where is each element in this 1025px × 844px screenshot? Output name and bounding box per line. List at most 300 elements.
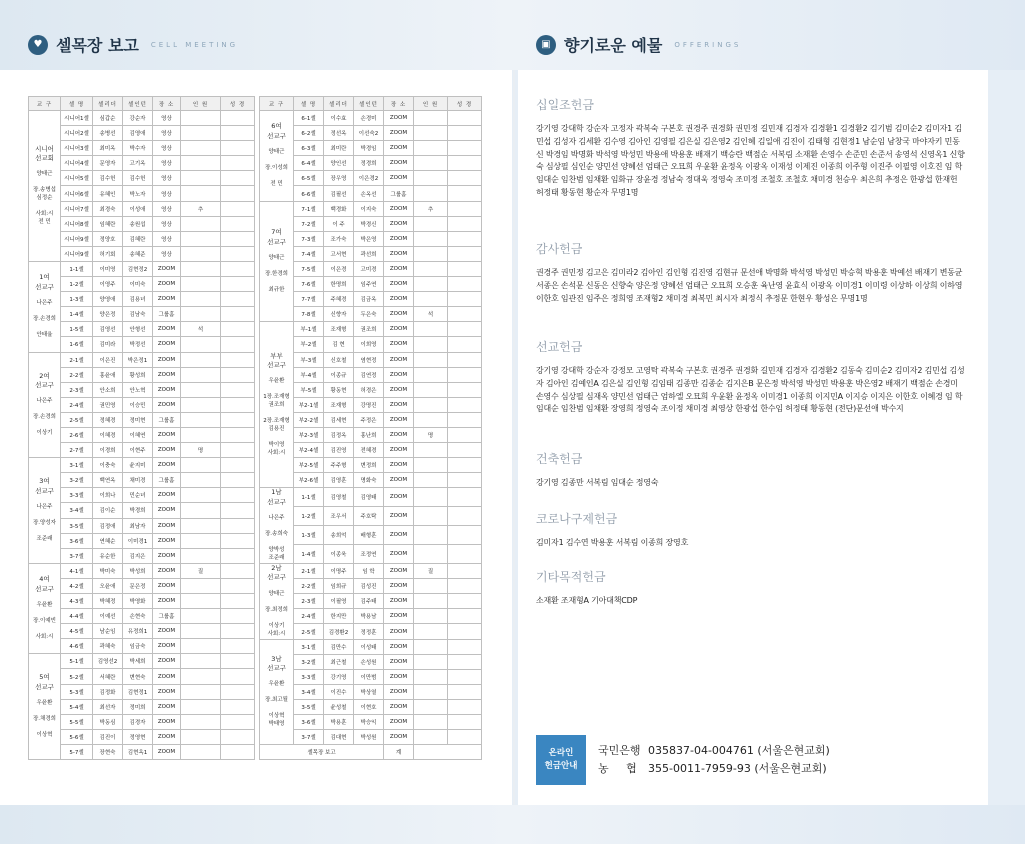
table-cell [181, 458, 221, 473]
table-row [29, 488, 255, 503]
table-cell: 5-1셀 [61, 654, 93, 669]
table-cell: 임희규 [324, 579, 354, 594]
table-cell: ZOOM [384, 156, 414, 171]
district-cell [260, 488, 294, 564]
table-cell: 장현숙 [93, 744, 123, 759]
table-cell [221, 503, 255, 518]
table-cell: 임주연 [354, 277, 384, 292]
table-cell: 김필선 [324, 186, 354, 201]
district-line: 최규한 [268, 286, 285, 293]
col-header: 교 구 [29, 97, 61, 111]
table-row [29, 111, 255, 126]
table-row [29, 397, 255, 412]
table-cell: 4-2셀 [61, 578, 93, 593]
district-line [29, 724, 60, 732]
district-line: 선교구 [35, 682, 54, 691]
bank-account-row [598, 742, 830, 760]
table-cell: 시니어4셀 [61, 156, 93, 171]
table-row [29, 669, 255, 684]
district-line: 사회:시 [35, 633, 54, 640]
table-cell: 1-3셀 [61, 292, 93, 307]
online-giving-info [536, 735, 830, 785]
table-row [29, 307, 255, 322]
table-cell: 김용녀 [123, 292, 153, 307]
table-row [260, 261, 482, 276]
table-cell [414, 699, 448, 714]
table-cell: 양은정 [93, 307, 123, 322]
table-row [260, 397, 482, 412]
district-line [29, 594, 60, 602]
table-cell: 박혜정 [93, 594, 123, 609]
table-cell: 박승익 [354, 715, 384, 730]
district-line: 장.최정희 [264, 606, 288, 613]
offering-names: 강기영 강대학 강순자 고정자 곽복숙 구본호 권경주 권경화 권민정 길민재 김경자 김경환1 김경환2 김기범 김미순2 김미자1 김민섭 김성자 김세환 김수영 김아인 김영필 김은실 김은영2 김인혜 김일애 김진이 김태형 김현정1 남순임 남창국 마야자키 민동신 박경임 박명화 박석영 박성민 박용애 박용훈 배재기 백승란 백점순 서복림 소재환 손영수 손준민 손준서 송영석 신영옥1 신향숙 심상필 심인순 양민선 양혜선 엄태근 오묘희 우윤환 윤정옥 이광옥 이재성 이제진 이종희 이주형 이진주 이필영 이호진 임 학 임대순 임찬범 임채환 임화규 장윤경 정남숙 정대욱 정영숙 조미정 조철호 조철호 채미경 천승우 최은희 추정은 한광섭 한재헌 허정태 황동현 황순자 무명1명 [536, 124, 965, 197]
table-cell: 강순자 [123, 111, 153, 126]
table-row [29, 714, 255, 729]
cell-meeting-subtitle: CELL MEETING [150, 40, 239, 49]
table-row [260, 545, 482, 564]
table-cell: 조가숙 [324, 231, 354, 246]
table-cell: 명 [414, 427, 448, 442]
table-cell: 김영선 [93, 322, 123, 337]
table-row [29, 533, 255, 548]
table-cell: 5-6셀 [61, 729, 93, 744]
table-cell [414, 579, 448, 594]
district-line: 2장.조재형 [263, 418, 290, 425]
table-cell: 김영선2 [93, 654, 123, 669]
table-cell: ZOOM [384, 594, 414, 609]
table-cell: 정혜경 [93, 412, 123, 427]
table-cell: 박성원 [354, 730, 384, 745]
table-cell: 박상열 [354, 684, 384, 699]
table-cell: ZOOM [153, 744, 181, 759]
bank-account-row [598, 760, 830, 778]
table-row [29, 126, 255, 141]
table-cell: 안노혁 [123, 382, 153, 397]
table-cell: 윤성철 [324, 699, 354, 714]
table-cell: 주주형 [324, 458, 354, 473]
table-cell: 이영주 [93, 277, 123, 292]
table-cell: 김미라 [93, 337, 123, 352]
table-row [29, 186, 255, 201]
table-cell: 박경임 [354, 141, 384, 156]
table-row [260, 730, 482, 745]
table-cell: 최근철 [324, 654, 354, 669]
table-cell [181, 186, 221, 201]
table-cell: 부-1셀 [294, 322, 324, 337]
table-cell [181, 292, 221, 307]
table-cell [448, 715, 482, 730]
table-cell: 김경환2 [324, 624, 354, 639]
col-header: 셀인턴 [123, 97, 153, 111]
district-line [260, 279, 293, 287]
offering-title: 감사헌금 [536, 242, 583, 256]
table-cell: ZOOM [153, 533, 181, 548]
table-cell [221, 261, 255, 276]
offerings-header [536, 33, 741, 56]
table-cell: 박수자 [123, 141, 153, 156]
table-row [260, 277, 482, 292]
table-cell: 김영훈 [324, 473, 354, 488]
cell-table-left [28, 96, 255, 760]
table-cell: 주정은 [354, 412, 384, 427]
offering-section-thanks [536, 240, 966, 305]
col-header: 교 구 [260, 97, 294, 111]
table-cell [414, 594, 448, 609]
table-cell: 1-2셀 [61, 277, 93, 292]
table-cell: 이희나 [93, 488, 123, 503]
table-cell: 김혜란 [123, 231, 153, 246]
table-cell [448, 352, 482, 367]
table-row [29, 458, 255, 473]
table-cell [221, 533, 255, 548]
table-row [29, 609, 255, 624]
table-cell: 신향자 [324, 307, 354, 322]
district-cell [260, 111, 294, 202]
table-cell: ZOOM [384, 246, 414, 261]
table-cell: 7-2셀 [294, 216, 324, 231]
district-line [29, 610, 60, 618]
district-line: 3남 [271, 654, 282, 663]
district-line: 1여 [39, 273, 50, 282]
table-cell: 2-2셀 [61, 367, 93, 382]
table-cell: ZOOM [384, 261, 414, 276]
table-cell [448, 579, 482, 594]
table-cell: 최미란 [324, 141, 354, 156]
district-line [29, 292, 60, 300]
table-cell: 조우서 [324, 507, 354, 526]
table-cell: 영상 [153, 186, 181, 201]
table-cell: 손성원 [354, 654, 384, 669]
district-cell [260, 563, 294, 639]
table-cell: 6-3셀 [294, 141, 324, 156]
table-cell [221, 548, 255, 563]
table-row [29, 624, 255, 639]
table-cell: 시니어1셀 [61, 111, 93, 126]
table-cell [181, 352, 221, 367]
district-line [29, 528, 60, 536]
table-cell [414, 669, 448, 684]
table-cell [221, 578, 255, 593]
table-cell: ZOOM [384, 337, 414, 352]
table-cell: 이진수 [324, 684, 354, 699]
district-line: 이상기 [268, 622, 285, 629]
district-cell [29, 458, 61, 564]
table-cell: 정정훈 [354, 624, 384, 639]
table-cell: 안형선 [123, 322, 153, 337]
district-line: 장.손경희 [32, 414, 56, 421]
table-cell: ZOOM [153, 382, 181, 397]
table-cell: 고서현 [324, 246, 354, 261]
district-line: 나은주 [268, 515, 285, 522]
table-cell [448, 563, 482, 578]
district-line: 사회:시 [267, 630, 286, 637]
table-cell [181, 609, 221, 624]
table-cell: 이지숙 [354, 201, 384, 216]
table-row [260, 458, 482, 473]
table-cell: 부2-2셀 [294, 412, 324, 427]
district-line: 장.한경희 [264, 270, 288, 277]
table-cell: 6-4셀 [294, 156, 324, 171]
table-cell [221, 594, 255, 609]
table-cell [181, 246, 221, 261]
table-cell: 김경자 [123, 714, 153, 729]
table-cell: 김대현 [324, 730, 354, 745]
table-cell [448, 594, 482, 609]
table-cell [181, 261, 221, 276]
table-row [260, 171, 482, 186]
table-cell: ZOOM [384, 126, 414, 141]
district-line: 장.송희숙 [264, 531, 288, 538]
table-cell: 질 [181, 563, 221, 578]
table-cell [181, 141, 221, 156]
table-cell: 시니어8셀 [61, 216, 93, 231]
table-cell [221, 473, 255, 488]
table-cell: 박은정1 [123, 352, 153, 367]
district-line: 전 민 [270, 181, 283, 188]
col-header: 장 소 [153, 97, 181, 111]
table-cell: 3-5셀 [61, 518, 93, 533]
table-cell: ZOOM [384, 111, 414, 126]
district-line: 2남 [271, 563, 282, 572]
badge-line: 헌금안내 [544, 761, 578, 771]
district-line: 2여 [39, 371, 50, 380]
district-cell [260, 639, 294, 745]
district-line: 양태근 [36, 171, 53, 178]
district-line: 선교구 [35, 486, 54, 495]
table-cell: 변정희 [354, 458, 384, 473]
table-cell: 부2-4셀 [294, 443, 324, 458]
district-line: 전 민 [38, 219, 51, 226]
table-cell [221, 216, 255, 231]
table-cell: 안소희 [93, 382, 123, 397]
table-cell [181, 216, 221, 231]
table-cell: 2-2셀 [294, 579, 324, 594]
table-row [260, 507, 482, 526]
table-cell: 시니어9셀 [61, 231, 93, 246]
district-line: 조준래 [268, 555, 285, 561]
totals-count-label: 계 [384, 745, 414, 760]
table-cell: 곽선희 [354, 246, 384, 261]
table-cell [414, 684, 448, 699]
table-cell: 이은진 [93, 352, 123, 367]
table-cell: 박정선 [123, 337, 153, 352]
page-divider [513, 70, 515, 805]
table-cell: 정경희 [354, 156, 384, 171]
table-cell [414, 171, 448, 186]
table-cell: ZOOM [384, 699, 414, 714]
district-line: 우윤환 [268, 378, 285, 385]
table-cell: 시니어2셀 [61, 126, 93, 141]
table-cell [414, 654, 448, 669]
table-cell: 박세희 [123, 654, 153, 669]
table-cell: 7-5셀 [294, 261, 324, 276]
table-cell [221, 322, 255, 337]
table-cell: ZOOM [384, 715, 414, 730]
table-cell: 배형훈 [354, 526, 384, 545]
district-line [29, 496, 60, 504]
table-cell [448, 507, 482, 526]
table-cell: 김영철 [324, 488, 354, 507]
table-cell: ZOOM [384, 526, 414, 545]
table-row [29, 684, 255, 699]
table-cell: ZOOM [153, 563, 181, 578]
district-line: 장.양성자 [32, 519, 56, 526]
bank-name: 국민은행 [598, 744, 641, 758]
table-cell: 2-1셀 [294, 563, 324, 578]
table-cell: ZOOM [384, 473, 414, 488]
table-cell: 주호탁 [354, 507, 384, 526]
district-line [29, 324, 60, 332]
table-cell: 김연정 [354, 367, 384, 382]
table-row [260, 412, 482, 427]
table-cell: ZOOM [384, 443, 414, 458]
table-cell [181, 669, 221, 684]
table-row [29, 201, 255, 216]
table-cell: 이현호 [354, 699, 384, 714]
table-cell: 홍난희 [354, 427, 384, 442]
table-cell: 2-4셀 [61, 397, 93, 412]
table-cell [221, 654, 255, 669]
table-cell: 이필영 [324, 594, 354, 609]
table-cell [448, 443, 482, 458]
table-cell: 민순녀 [123, 488, 153, 503]
offering-names: 김미자1 김수연 박용훈 서복림 이종희 장영호 [536, 538, 689, 547]
table-cell [221, 488, 255, 503]
table-row [29, 141, 255, 156]
table-cell: 추 [414, 201, 448, 216]
table-cell: ZOOM [384, 669, 414, 684]
cell-meeting-title: 셀목장 보고 [56, 36, 139, 55]
table-cell: ZOOM [153, 548, 181, 563]
table-cell: 손옥선 [354, 186, 384, 201]
table-row [29, 639, 255, 654]
table-cell [448, 730, 482, 745]
table-row [260, 526, 482, 545]
table-cell: ZOOM [384, 216, 414, 231]
table-cell: ZOOM [153, 639, 181, 654]
table-cell: 유혜인 [93, 186, 123, 201]
table-row [29, 744, 255, 759]
table-cell: 1-2셀 [294, 507, 324, 526]
table-cell: 이선숙2 [354, 126, 384, 141]
table-cell: 7-7셀 [294, 292, 324, 307]
account-number: 355-0011-7959-93 (서울은현교회) [648, 762, 827, 775]
table-cell [181, 277, 221, 292]
table-cell [448, 684, 482, 699]
table-row [260, 322, 482, 337]
table-cell: 고미경 [354, 261, 384, 276]
table-cell [448, 216, 482, 231]
table-cell: 손현숙 [123, 609, 153, 624]
table-cell [221, 729, 255, 744]
table-cell [414, 715, 448, 730]
district-line: 1장.조재형 [263, 394, 290, 401]
district-line: 장.최고될 [264, 697, 288, 704]
table-row [260, 337, 482, 352]
district-line: 사회:시 [267, 450, 286, 457]
table-cell: 석 [181, 322, 221, 337]
table-cell: 한명희 [324, 277, 354, 292]
table-cell [181, 684, 221, 699]
table-row [260, 594, 482, 609]
district-line: 장.이예빈 [32, 618, 56, 625]
district-line [260, 157, 293, 165]
table-cell [181, 367, 221, 382]
badge-line: 온라인 [548, 748, 574, 759]
district-line: 김용진 [268, 426, 285, 433]
district-line: 선교구 [267, 361, 286, 369]
table-cell: ZOOM [153, 684, 181, 699]
table-cell: 2-5셀 [61, 412, 93, 427]
district-line: 심정순 [36, 195, 53, 202]
table-row [29, 337, 255, 352]
table-cell: ZOOM [384, 639, 414, 654]
table-cell: 부2-1셀 [294, 397, 324, 412]
table-cell [414, 141, 448, 156]
table-cell [414, 111, 448, 126]
table-cell: 김 현 [324, 337, 354, 352]
offering-section-other [536, 568, 966, 608]
district-line: 선교회 [35, 154, 54, 163]
table-cell: 2-3셀 [61, 382, 93, 397]
table-cell: 1-5셀 [61, 322, 93, 337]
district-line [29, 708, 60, 716]
table-cell: 연혜순 [93, 533, 123, 548]
gift-icon: ▣ [536, 35, 556, 55]
table-cell: 5-4셀 [61, 699, 93, 714]
table-cell: 김수헌 [123, 171, 153, 186]
table-row [29, 518, 255, 533]
table-cell [448, 111, 482, 126]
table-cell: 박경희 [123, 503, 153, 518]
table-cell: 3-1셀 [61, 458, 93, 473]
table-cell: 김세현 [324, 412, 354, 427]
table-row [260, 186, 482, 201]
table-row [29, 473, 255, 488]
table-cell: ZOOM [153, 503, 181, 518]
table-cell [181, 639, 221, 654]
table-cell: 곽혜숙 [93, 639, 123, 654]
table-row [260, 443, 482, 458]
table-cell [414, 261, 448, 276]
col-header: 성 경 [448, 97, 482, 111]
table-cell: ZOOM [384, 563, 414, 578]
district-line: 장.이성희 [264, 165, 288, 172]
table-row [260, 715, 482, 730]
table-cell: 유순한 [93, 548, 123, 563]
table-cell: 박은영 [354, 231, 384, 246]
table-cell: ZOOM [384, 141, 414, 156]
table-row [260, 156, 482, 171]
table-cell: 1-1셀 [294, 488, 324, 507]
table-cell [414, 526, 448, 545]
table-cell [448, 526, 482, 545]
table-cell: ZOOM [153, 714, 181, 729]
table-cell [181, 488, 221, 503]
table-cell: 2-6셀 [61, 427, 93, 442]
table-cell: ZOOM [384, 171, 414, 186]
offering-title: 선교헌금 [536, 340, 583, 354]
table-cell: 김만수 [324, 639, 354, 654]
table-cell: 명 [181, 443, 221, 458]
table-cell: 김이순 [93, 503, 123, 518]
table-cell [221, 624, 255, 639]
table-cell: 7-8셀 [294, 307, 324, 322]
table-row [260, 216, 482, 231]
table-cell: 부-5셀 [294, 382, 324, 397]
district-line [260, 615, 293, 623]
